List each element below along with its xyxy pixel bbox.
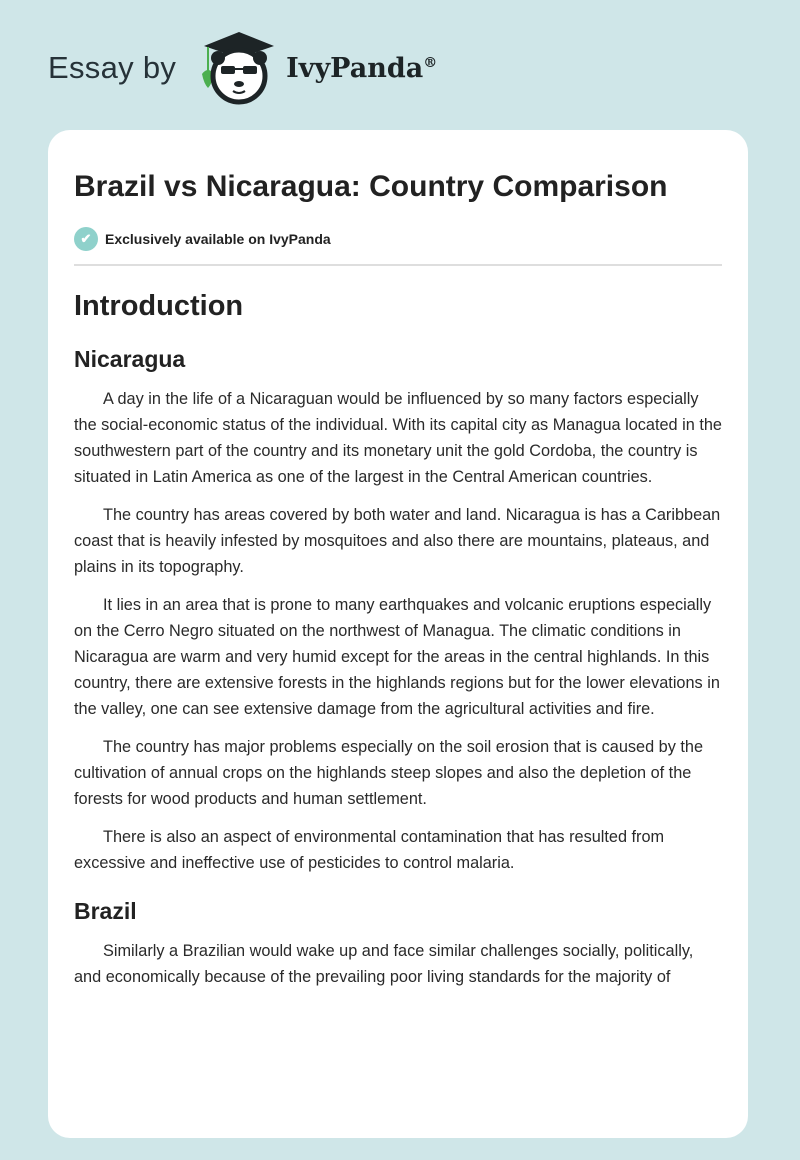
essay-by-label: Essay by — [48, 50, 177, 85]
checkmark-icon: ✔ — [74, 227, 98, 251]
paragraph: The country has areas covered by both water and land. Nicaragua is has a Caribbean coast that is heavily infested by mosquitoes and also there are mountains, plateaus, and plains in its topography. — [74, 506, 721, 576]
exclusive-label: Exclusively available on IvyPanda — [105, 231, 331, 247]
subsection-heading-nicaragua: Nicaragua — [74, 346, 186, 372]
subsection-heading-brazil: Brazil — [74, 898, 137, 924]
paragraph: Similarly a Brazilian would wake up and face similar challenges socially, politically, and economically because of the prevailing poor living standards for the majority of — [74, 942, 694, 986]
essay-card — [48, 130, 748, 1138]
site-header — [48, 38, 437, 98]
essay-title: Brazil vs Nicaragua: Country Comparison — [74, 170, 668, 203]
ivypanda-logo-icon[interactable] — [194, 28, 284, 108]
paragraph: A day in the life of a Nicaraguan would be influenced by so many factors especially the social-economic status of the individual. With its capital city as Managua located in the southwestern part of the country and its monetary unit the gold Cordoba, the country is situated in Latin America as one of the largest in the Central American countries. — [74, 390, 722, 486]
section-heading-introduction: Introduction — [74, 290, 244, 322]
paragraph: It lies in an area that is prone to many earthquakes and volcanic eruptions especially on the Cerro Negro situated on the northwest of Managua. The climatic conditions in Nicaragua are warm and very humid except for the areas in the central highlands. In this country, there are extensive forests in the highlands regions but for the lower elevations in the valley, one can see extensive damage from the agricultural activities and fire. — [74, 596, 720, 718]
paragraph: The country has major problems especially on the soil erosion that is caused by the cultivation of annual crops on the highlands steep slopes and also the depletion of the forests for wood products and human settlement. — [74, 738, 704, 808]
paragraph: There is also an aspect of environmental contamination that has resulted from excessive and ineffective use of pesticides to control malaria. — [74, 828, 665, 872]
divider — [74, 264, 722, 266]
exclusive-badge — [74, 227, 722, 251]
ivypanda-wordmark[interactable]: IvyPanda® — [286, 52, 438, 84]
